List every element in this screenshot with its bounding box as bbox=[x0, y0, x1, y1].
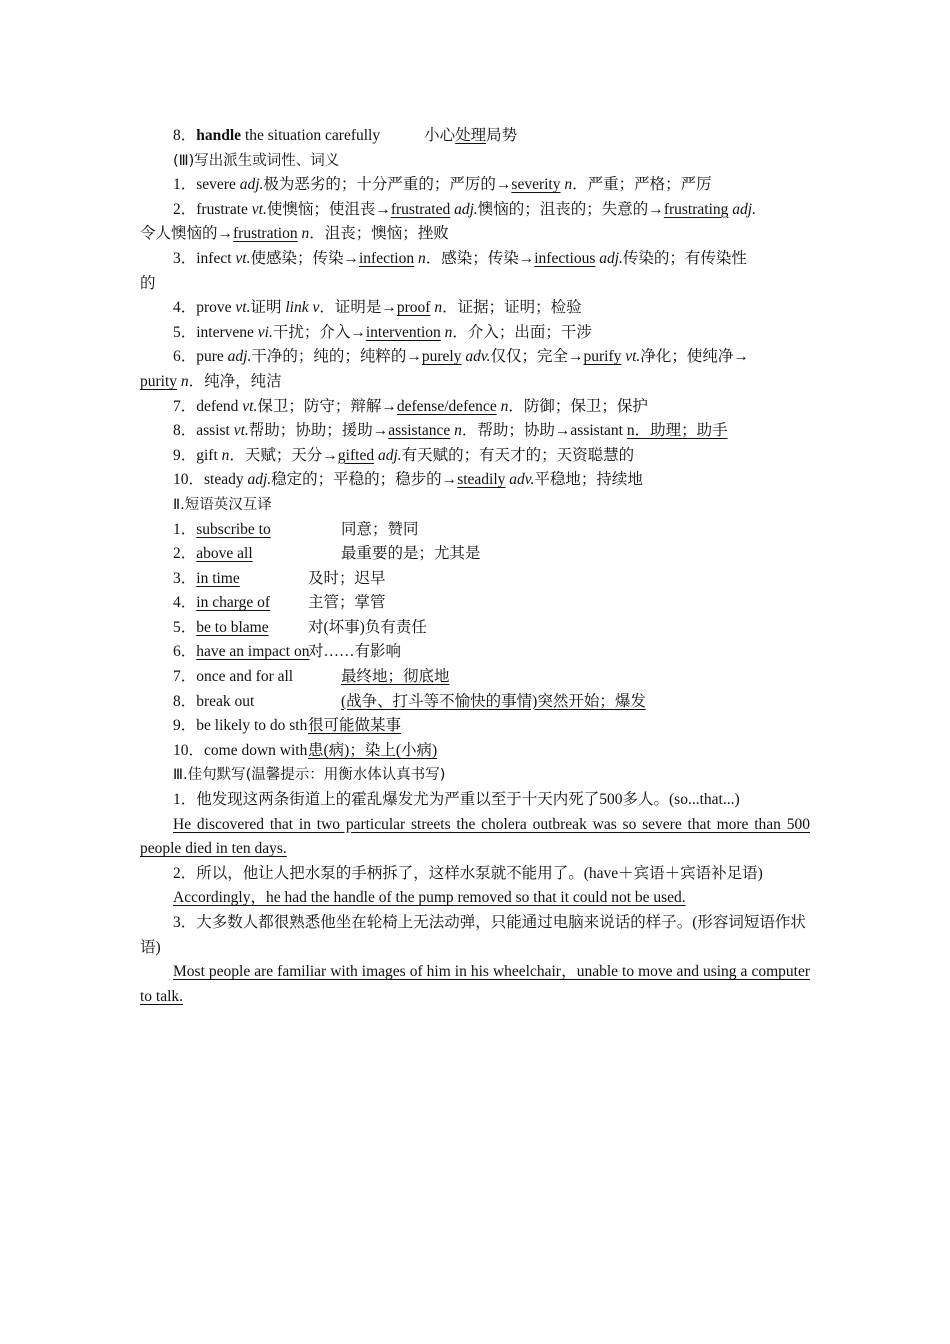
phrase-number: 6． bbox=[173, 643, 197, 661]
sentence-answer-3: Most people are familiar with images of him in his wheelchair，unable to move and using a computer to talk. bbox=[140, 963, 810, 1005]
phrase-english: in charge of bbox=[196, 594, 271, 612]
derivation-item-6: 6．pure adj.干净的；纯的；纯粹的→purely adv.仅仅；完全→purify vt.净化；使纯净→ bbox=[173, 348, 749, 366]
answer-underlined: purity bbox=[140, 372, 178, 390]
derivation-item-10: 10．steady adj.稳定的；平稳的；稳步的→steadily adv.平稳地；持续地 bbox=[173, 471, 643, 489]
phrase-english: be to blame bbox=[196, 618, 269, 636]
derivation-item-7: 7．defend vt.保卫；防守；辩解→defense/defence n．防御；保卫；保护 bbox=[173, 397, 648, 415]
phrase-chinese: 很可能做某事 bbox=[308, 717, 402, 735]
phrase-text: the situation carefully bbox=[241, 127, 381, 144]
phrase-english: subscribe to bbox=[196, 520, 271, 538]
phrase-chinese: 对……有影响 bbox=[308, 643, 402, 661]
answer-underlined: defense/defence bbox=[396, 397, 497, 415]
phrase-english: come down with bbox=[204, 741, 308, 759]
phrase-row bbox=[140, 567, 810, 592]
sentence-answer-2: Accordingly，he had the handle of the pump removed so that it could not be used. bbox=[173, 889, 686, 907]
answer-underlined: frustrating bbox=[663, 200, 729, 218]
answer-underlined: purify bbox=[583, 348, 622, 366]
answer-underlined: infection bbox=[359, 249, 415, 267]
phrase-row bbox=[140, 714, 810, 739]
phrase-english: have an impact on bbox=[196, 643, 310, 661]
phrase-chinese: 对(坏事)负有责任 bbox=[308, 618, 427, 636]
derivation-item-6-cont: purity n．纯净，纯洁 bbox=[140, 372, 282, 390]
sentence-question-2: 2．所以，他让人把水泵的手柄拆了，这样水泵就不能用了。(have＋宾语＋宾语补足语) bbox=[173, 864, 763, 882]
phrase-chinese: 主管；掌管 bbox=[308, 594, 386, 612]
phrase-row bbox=[140, 542, 810, 567]
derivation-item-3: 3．infect vt.使感染；传染→infection n．感染；传染→infectious adj.传染的；有传染性 bbox=[173, 249, 747, 267]
phrase-row bbox=[140, 665, 810, 690]
phrase-english: above all bbox=[196, 545, 253, 563]
answer-underlined: frustration bbox=[233, 225, 298, 243]
section-heading-sentences: Ⅲ.佳句默写(温馨提示：用衡水体认真书写) bbox=[173, 767, 446, 784]
phrase-row bbox=[140, 518, 810, 543]
sentence-question-3: 3．大多数人都很熟悉他坐在轮椅上无法动弹，只能通过电脑来说话的样子。(形容词短语作状语) bbox=[140, 914, 806, 956]
phrase-number: 5． bbox=[173, 618, 197, 636]
translation-text: 局势 bbox=[486, 127, 518, 144]
phrase-row bbox=[140, 616, 810, 641]
answer-underlined: proof bbox=[396, 299, 431, 317]
derivation-item-9: 9．gift n．天赋；天分→gifted adj.有天赋的；有天才的；天资聪慧的 bbox=[173, 446, 635, 464]
phrase-chinese: 及时；迟早 bbox=[308, 569, 386, 587]
keyword: handle bbox=[196, 127, 242, 144]
answer-underlined: gifted bbox=[337, 446, 375, 464]
phrase-chinese: 同意；赞同 bbox=[341, 520, 419, 538]
phrase-number: 8． bbox=[173, 692, 197, 710]
phrase-row bbox=[140, 591, 810, 616]
answer-underlined: frustrated bbox=[390, 200, 451, 218]
derivation-item-1: 1．severe adj.极为恶劣的；十分严重的；严厉的→severity n．严重；严格；严厉 bbox=[173, 176, 712, 194]
phrase-row bbox=[140, 690, 810, 715]
vocab-item-8 bbox=[140, 124, 810, 149]
item-number: 8． bbox=[173, 127, 197, 144]
derivation-item-2-cont: 令人懊恼的→frustration n．沮丧；懊恼；挫败 bbox=[140, 225, 449, 243]
phrase-number: 9． bbox=[173, 717, 197, 735]
document-body bbox=[140, 124, 810, 1009]
phrase-number: 4． bbox=[173, 594, 197, 612]
translation-text: 小心 bbox=[424, 127, 456, 144]
answer-underlined: n．助理；助手 bbox=[626, 422, 728, 440]
answer-underlined: assistance bbox=[388, 422, 451, 440]
phrase-number: 10． bbox=[173, 741, 205, 759]
answer-underlined: 处理 bbox=[455, 127, 487, 144]
phrase-number: 2． bbox=[173, 545, 197, 563]
section-heading-derivation: (Ⅲ)写出派生或词性、词义 bbox=[173, 152, 340, 169]
phrase-english: in time bbox=[196, 569, 240, 587]
phrase-english: be likely to do sth bbox=[196, 717, 308, 735]
phrase-chinese: 最终地；彻底地 bbox=[341, 668, 450, 686]
answer-underlined: purely bbox=[421, 348, 462, 366]
answer-underlined: steadily bbox=[457, 471, 506, 489]
phrase-number: 7． bbox=[173, 668, 197, 686]
derivation-item-4: 4．prove vt.证明 link v．证明是→proof n．证据；证明；检验 bbox=[173, 299, 582, 317]
derivation-item-3-cont: 的 bbox=[140, 274, 156, 292]
answer-underlined: intervention bbox=[365, 323, 441, 341]
sentence-answer-1: He discovered that in two particular streets the cholera outbreak was so severe that more than 500 people died in ten days. bbox=[140, 815, 810, 858]
derivation-item-5: 5．intervene vi.干扰；介入→intervention n．介入；出面；干涉 bbox=[173, 323, 592, 341]
derivation-item-8: 8．assist vt.帮助；协助；援助→assistance n．帮助；协助→assistant n．助理；助手 bbox=[173, 422, 728, 440]
derivation-item-2: 2．frustrate vt.使懊恼；使沮丧→frustrated adj.懊恼的；沮丧的；失意的→frustrating adj. bbox=[173, 200, 756, 218]
phrase-chinese: 患(病)；染上(小病) bbox=[308, 741, 438, 759]
phrase-row bbox=[140, 640, 810, 665]
answer-underlined: infectious bbox=[534, 249, 596, 267]
phrase-number: 1． bbox=[173, 520, 197, 538]
phrase-chinese: (战争、打斗等不愉快的事情)突然开始；爆发 bbox=[341, 692, 646, 710]
phrase-chinese: 最重要的是；尤其是 bbox=[341, 545, 481, 563]
phrase-english: break out bbox=[196, 692, 255, 710]
phrase-english: once and for all bbox=[196, 668, 294, 686]
sentence-question-1: 1．他发现这两条街道上的霍乱爆发尤为严重以至于十天内死了500多人。(so...that...) bbox=[173, 791, 740, 809]
phrase-list bbox=[140, 518, 810, 764]
answer-underlined: severity bbox=[511, 176, 561, 194]
phrase-number: 3． bbox=[173, 569, 197, 587]
section-heading-phrases: Ⅱ.短语英汉互译 bbox=[173, 496, 272, 513]
phrase-row bbox=[140, 739, 810, 764]
